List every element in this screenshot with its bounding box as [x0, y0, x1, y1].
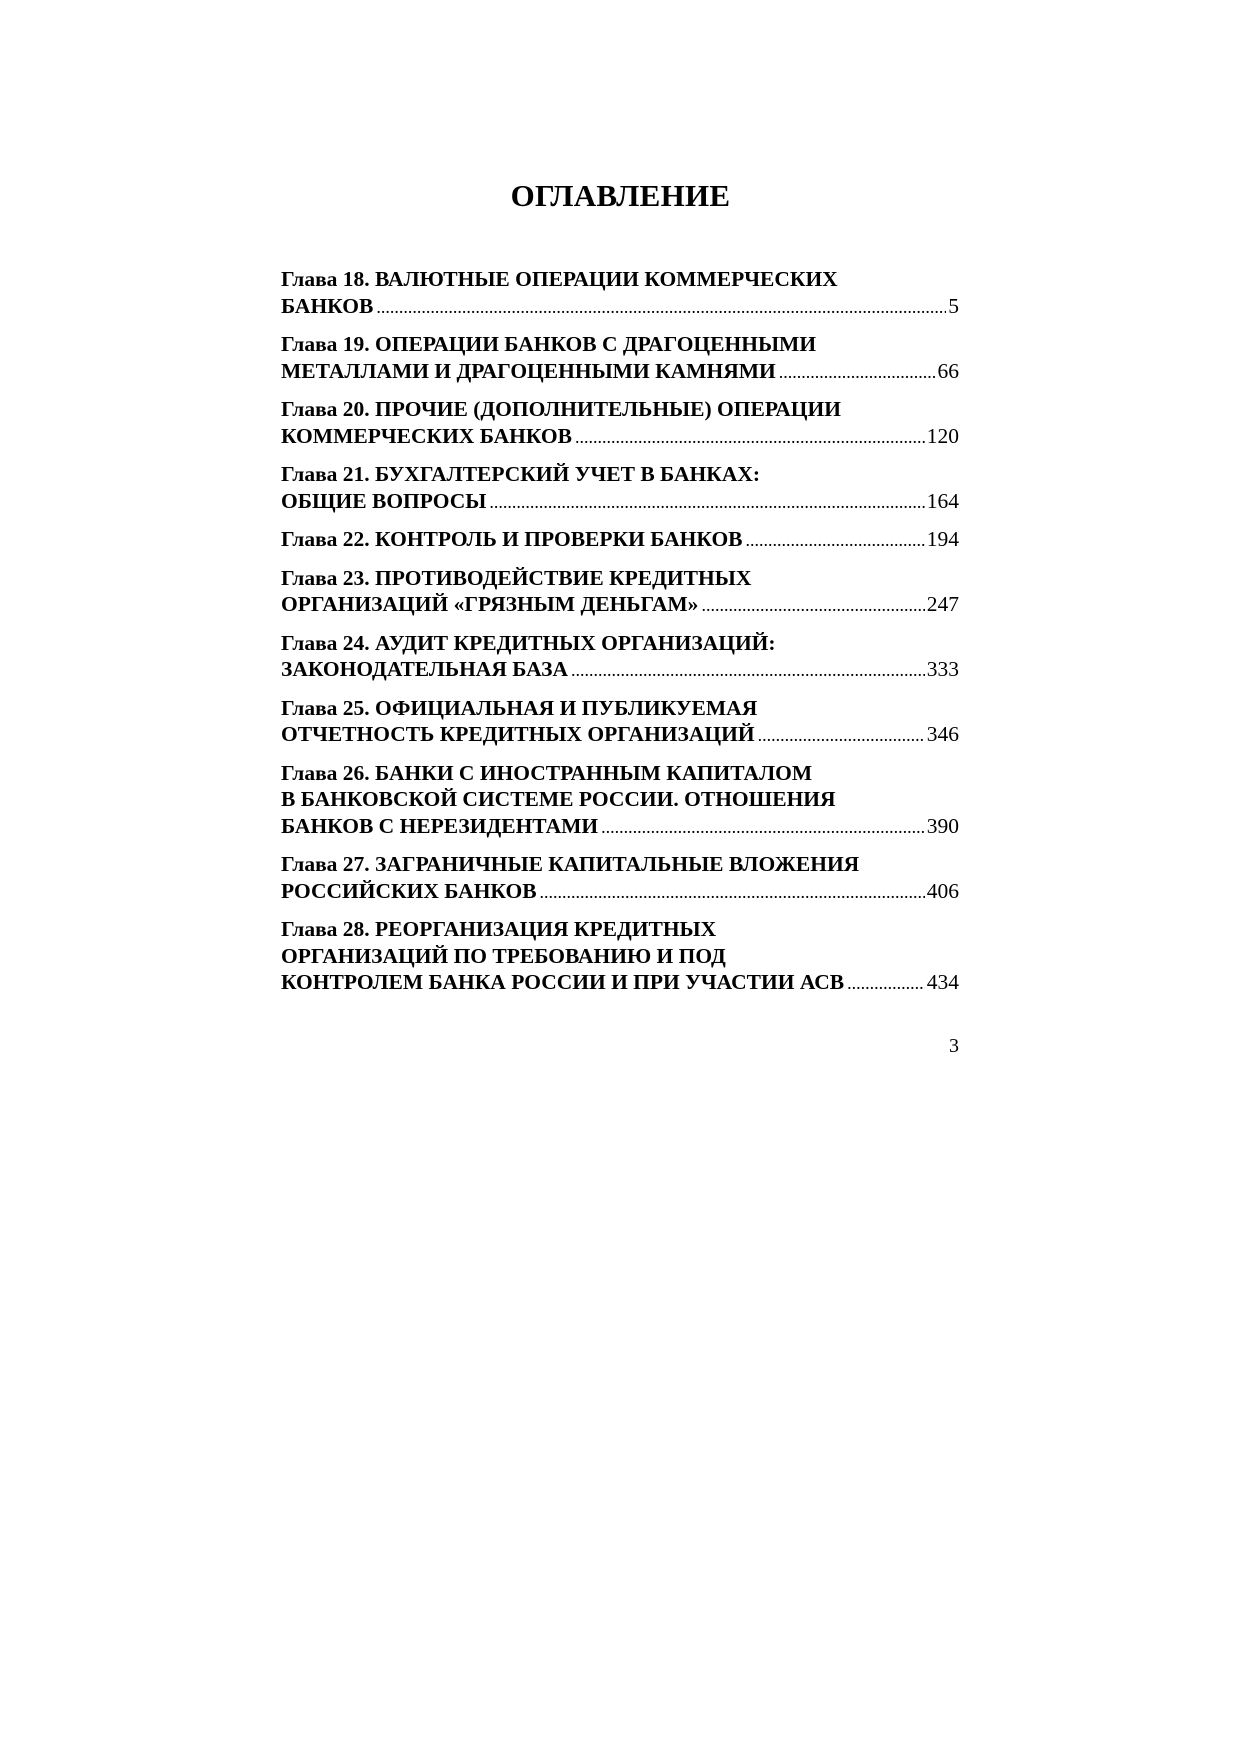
- toc-entry-line: Глава 27. ЗАГРАНИЧНЫЕ КАПИТАЛЬНЫЕ ВЛОЖЕНИЯ: [281, 852, 860, 876]
- dot-leader: [376, 294, 946, 321]
- toc-entry-last-line: [281, 878, 959, 906]
- toc-entry-page: 247: [926, 592, 959, 616]
- toc-entry[interactable]: [281, 695, 959, 749]
- toc-entry-title: БАНКОВ: [281, 293, 374, 318]
- toc-entry-line: Глава 18. ВАЛЮТНЫЕ ОПЕРАЦИИ КОММЕРЧЕСКИХ: [281, 267, 838, 291]
- toc-entry-last-line: [281, 358, 959, 386]
- toc-entry-title: ОТЧЕТНОСТЬ КРЕДИТНЫХ ОРГАНИЗАЦИЙ: [281, 722, 755, 746]
- toc-entry-last-line: [281, 293, 959, 321]
- toc-entry-page: 164: [926, 488, 959, 513]
- toc-entry-title: КОНТРОЛЕМ БАНКА РОССИИ И ПРИ УЧАСТИИ АСВ: [281, 970, 845, 994]
- dot-leader: [575, 424, 925, 451]
- dot-leader: [601, 814, 925, 841]
- dot-leader: [758, 722, 925, 749]
- toc-entry-last-line: [281, 721, 959, 749]
- toc-entry-title: МЕТАЛЛАМИ И ДРАГОЦЕННЫМИ КАМНЯМИ: [281, 358, 776, 383]
- toc-entry[interactable]: [281, 565, 959, 619]
- toc-entry-title: КОММЕРЧЕСКИХ БАНКОВ: [281, 423, 572, 448]
- toc-entry-last-line: [281, 488, 959, 516]
- toc-entry-page: 5: [948, 293, 959, 318]
- toc-entry-title: РОССИЙСКИХ БАНКОВ: [281, 878, 537, 903]
- toc-entry-line: ОРГАНИЗАЦИЙ ПО ТРЕБОВАНИЮ И ПОД: [281, 943, 726, 968]
- toc-entry-last-line: [281, 423, 959, 451]
- dot-leader: [540, 879, 925, 906]
- toc-entry-title: ОРГАНИЗАЦИЙ «ГРЯЗНЫМ ДЕНЬГАМ»: [281, 592, 699, 616]
- toc-entry-page: 434: [926, 970, 959, 994]
- toc-entry-line: Глава 25. ОФИЦИАЛЬНАЯ И ПУБЛИКУЕМАЯ: [281, 695, 758, 720]
- toc-entry-page: 333: [926, 657, 959, 681]
- toc-entry[interactable]: [281, 851, 959, 905]
- toc-entry-title: ЗАКОНОДАТЕЛЬНАЯ БАЗА: [281, 657, 569, 681]
- toc-entry-line: Глава 26. БАНКИ С ИНОСТРАННЫМ КАПИТАЛОМ: [281, 760, 813, 785]
- toc-entry-title: Глава 22. КОНТРОЛЬ И ПРОВЕРКИ БАНКОВ: [281, 527, 743, 551]
- toc-entry-page: 346: [926, 722, 959, 746]
- dot-leader: [489, 489, 924, 516]
- toc-entry[interactable]: [281, 266, 959, 320]
- toc-entry-line: Глава 21. БУХГАЛТЕРСКИЙ УЧЕТ В БАНКАХ:: [281, 462, 761, 486]
- toc-entry-line: Глава 19. ОПЕРАЦИИ БАНКОВ С ДРАГОЦЕННЫМИ: [281, 332, 817, 356]
- toc-entry-page: 390: [926, 813, 959, 838]
- toc-entry-page: 194: [926, 527, 959, 551]
- dot-leader: [571, 657, 925, 684]
- page-number: 3: [949, 1035, 959, 1057]
- toc-entry-last-line: [281, 656, 959, 684]
- toc-entry-line: Глава 20. ПРОЧИЕ (ДОПОЛНИТЕЛЬНЫЕ) ОПЕРАЦИИ: [281, 397, 841, 421]
- table-of-contents: [281, 266, 959, 1008]
- toc-entry[interactable]: [281, 760, 959, 841]
- page-title: ОГЛАВЛЕНИЕ: [510, 178, 731, 213]
- toc-entry[interactable]: [281, 396, 959, 450]
- toc-entry-last-line: [281, 591, 959, 619]
- toc-entry[interactable]: [281, 461, 959, 515]
- toc-entry-line: В БАНКОВСКОЙ СИСТЕМЕ РОССИИ. ОТНОШЕНИЯ: [281, 787, 836, 811]
- toc-entry-line: Глава 23. ПРОТИВОДЕЙСТВИЕ КРЕДИТНЫХ: [281, 565, 752, 590]
- toc-entry-line: Глава 24. АУДИТ КРЕДИТНЫХ ОРГАНИЗАЦИЙ:: [281, 630, 776, 655]
- dot-leader: [701, 592, 924, 619]
- toc-entry-last-line: [281, 526, 959, 554]
- toc-entry-last-line: [281, 969, 959, 997]
- toc-entry-page: 66: [937, 358, 959, 383]
- toc-entry[interactable]: [281, 526, 959, 554]
- toc-entry-page: 406: [926, 878, 959, 903]
- toc-entry[interactable]: [281, 916, 959, 997]
- dot-leader: [746, 527, 925, 554]
- toc-entry-page: 120: [926, 423, 959, 448]
- toc-entry-title: ОБЩИЕ ВОПРОСЫ: [281, 488, 487, 513]
- toc-entry-last-line: [281, 813, 959, 841]
- toc-entry-title: БАНКОВ С НЕРЕЗИДЕНТАМИ: [281, 813, 599, 838]
- toc-entry[interactable]: [281, 630, 959, 684]
- toc-entry[interactable]: [281, 331, 959, 385]
- toc-entry-line: Глава 28. РЕОРГАНИЗАЦИЯ КРЕДИТНЫХ: [281, 917, 717, 941]
- dot-leader: [847, 970, 925, 997]
- dot-leader: [779, 359, 936, 386]
